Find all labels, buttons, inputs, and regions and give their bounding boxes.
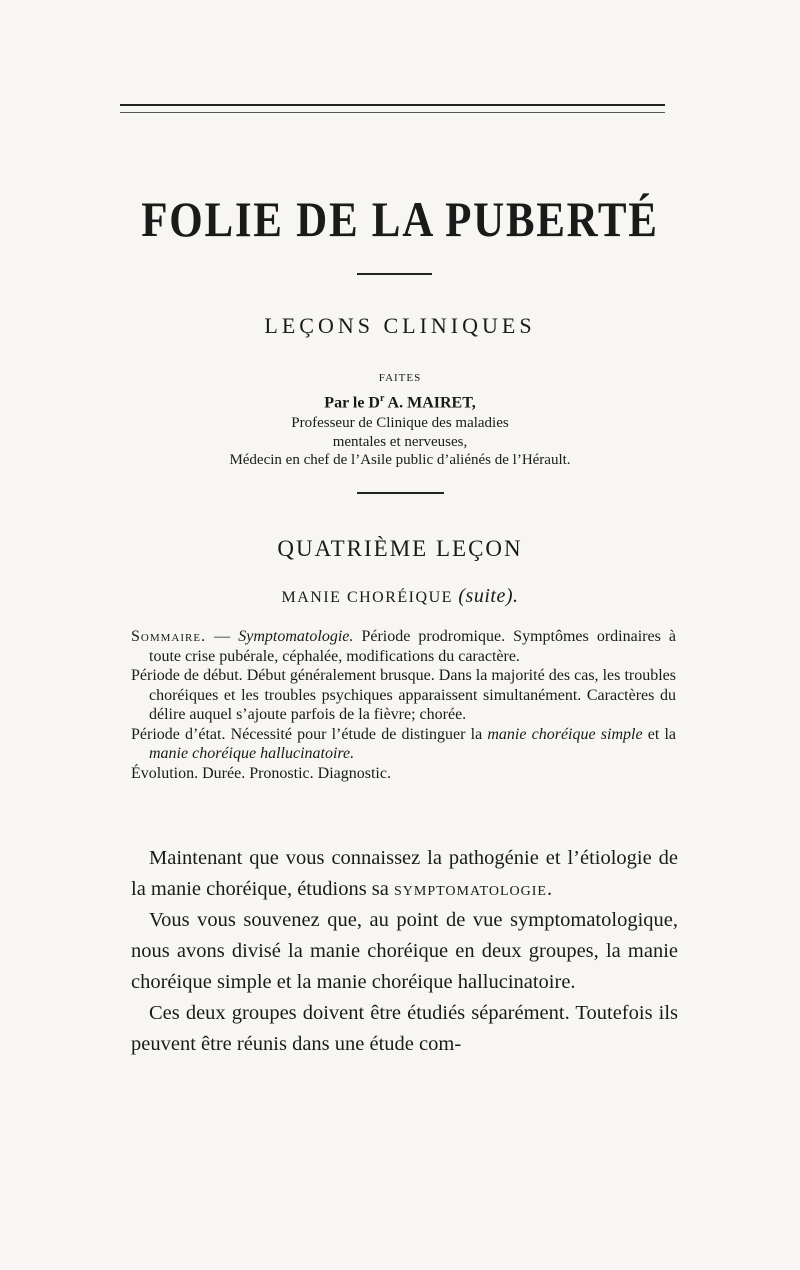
affiliation-line: Professeur de Clinique des maladies bbox=[291, 415, 509, 431]
body-text bbox=[131, 843, 678, 1060]
top-rule-thin bbox=[120, 112, 665, 113]
paragraph: Ces deux groupes doivent être étudiés séparément. Toutefois ils peuvent être réunis dans une étude com- bbox=[131, 1002, 678, 1055]
page-title: FOLIE DE LA PUBERTÉ bbox=[141, 191, 659, 247]
author-prefix: Par le D bbox=[324, 394, 380, 412]
summary-item bbox=[131, 627, 676, 666]
affiliation-line: mentales et nerveuses, bbox=[332, 434, 468, 450]
affiliation-line: Médecin en chef de l’Asile public d’aliénés de l’Hérault. bbox=[229, 452, 571, 468]
summary-text: et la bbox=[642, 725, 676, 743]
summary-text: Période prodromique. Symptômes ordinaires à toute crise pubérale, céphalée, modifications du caractère. bbox=[149, 628, 676, 665]
summary-item bbox=[131, 725, 676, 764]
separator-rule bbox=[357, 273, 432, 275]
paragraph: Vous vous souvenez que, au point de vue symptomatologique, nous avons divisé la manie choréique en deux groupes, la manie choréique simple et la manie choréique hallucinatoire. bbox=[131, 909, 678, 993]
author-name: A. MAIRET, bbox=[384, 394, 476, 412]
top-rule bbox=[120, 104, 665, 106]
author-line bbox=[0, 393, 800, 412]
paragraph bbox=[131, 843, 678, 905]
paragraph-small-caps: symptomatologie. bbox=[394, 878, 554, 900]
lesson-heading: QUATRIÈME LEÇON bbox=[277, 536, 523, 561]
subtitle: LEÇONS CLINIQUES bbox=[264, 313, 536, 338]
lesson-topic bbox=[0, 585, 800, 608]
topic-label: MANIE CHORÉIQUE bbox=[281, 589, 453, 606]
topic-suffix: (suite). bbox=[458, 585, 519, 607]
summary-italic: manie choréique hallucinatoire. bbox=[149, 745, 355, 762]
summary-item: Période de début. Début généralement brusque. Dans la majorité des cas, les troubles choréiques et les troubles psychiques apparaissent simultanément. Caractères du délire auquel s’ajoute parfois de la fièvre; chorée. bbox=[131, 667, 676, 723]
summary-text: Période d’état. Nécessité pour l’étude de distinguer la bbox=[131, 725, 488, 743]
paragraph-text: Maintenant que vous connaissez la pathogénie et l’étiologie de la manie choréique, étudions sa bbox=[131, 847, 678, 900]
faites-label: FAITES bbox=[378, 372, 422, 384]
separator-rule bbox=[357, 492, 444, 494]
summary-label: Sommaire. bbox=[131, 628, 207, 645]
summary-dash: — bbox=[206, 628, 239, 645]
summary-italic: Symptomatologie. bbox=[238, 628, 354, 645]
author-sup: r bbox=[379, 393, 385, 404]
summary-block bbox=[131, 627, 676, 783]
summary-item: Évolution. Durée. Pronostic. Diagnostic. bbox=[131, 764, 391, 782]
summary-italic: manie choréique simple bbox=[487, 725, 643, 743]
